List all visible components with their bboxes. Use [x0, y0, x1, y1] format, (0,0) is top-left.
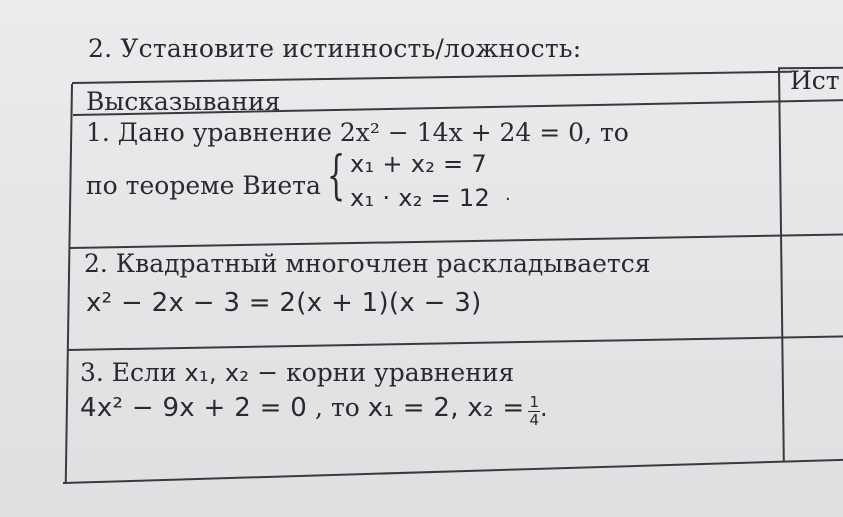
- table-border-left: [65, 84, 73, 484]
- statement-3-root-values: x₁ = 2, x₂ =: [367, 393, 525, 423]
- statement-2-line1: 2. Квадратный многочлен раскладывается: [84, 249, 651, 278]
- row2-divider: [67, 335, 843, 351]
- table-border-bottom: [63, 459, 843, 484]
- statement-3-roots-vars: x₁, x₂: [184, 359, 250, 387]
- statement-3-equation: 4x² − 9x + 2 = 0: [80, 393, 308, 423]
- statement-1-line2: по теореме Виета: [86, 171, 321, 200]
- table-border-top: [72, 71, 792, 84]
- statement-3-then: , то: [307, 393, 368, 422]
- column-header-truth: Ист: [790, 66, 840, 95]
- column-divider: [778, 68, 785, 462]
- fraction-one-quarter: [528, 395, 540, 428]
- fraction-denominator: 4: [529, 411, 539, 429]
- statement-1-period: .: [505, 184, 512, 205]
- statement-2-equation: x² − 2x − 3 = 2(x + 1)(x − 3): [86, 288, 482, 318]
- row1-divider: [70, 233, 843, 249]
- statement-3-prefix: 3. Если: [80, 358, 185, 387]
- statement-1-line1: 1. Дано уравнение 2x² − 14x + 24 = 0, то: [86, 118, 629, 147]
- statement-3-period: .: [539, 394, 548, 422]
- statement-3-line1: [80, 358, 514, 387]
- statement-3-line2: [80, 393, 548, 428]
- fraction-numerator: 1: [529, 393, 539, 411]
- task-title: 2. Установите истинность/ложность:: [88, 34, 582, 63]
- statement-3-suffix: − корни уравнения: [249, 358, 515, 387]
- vieta-sum: x₁ + x₂ = 7: [350, 150, 487, 178]
- column-header-statements: Высказывания: [86, 87, 281, 116]
- system-brace: {: [327, 146, 346, 206]
- vieta-product: x₁ · x₂ = 12: [350, 184, 491, 212]
